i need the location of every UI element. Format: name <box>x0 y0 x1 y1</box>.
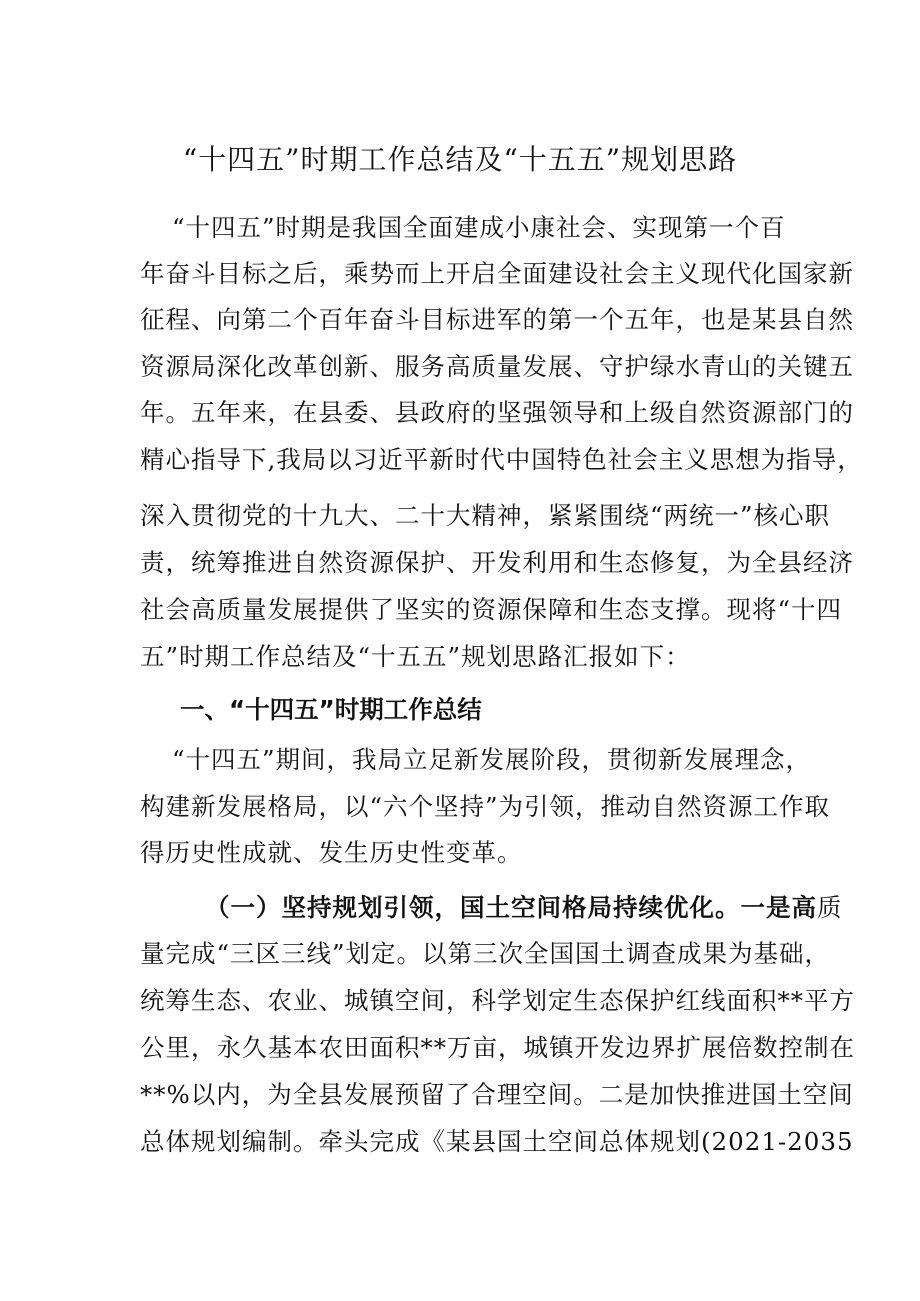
subsection-line: 总体规划编制。牵头完成《某县国土空间总体规划(2021-2035 <box>140 1127 854 1156</box>
document-title: “十四五”时期工作总结及“十五五”规划思路 <box>182 143 738 176</box>
subsection-first-line <box>205 888 843 928</box>
intro-line: 社会高质量发展提供了坚实的资源保障和生态支撑。现将“十四 <box>140 595 843 624</box>
subsection-line: 量完成“三区三线”划定。以第三次全国国土调查成果为基础， <box>140 939 831 968</box>
intro-line: 年奋斗目标之后，乘势而上开启全面建设社会主义现代化国家新 <box>140 259 854 288</box>
subsection-heading: （一）坚持规划引领，国土空间格局持续优化。一是高 <box>205 893 817 922</box>
section-line: 得历史性成就、发生历史性变革。 <box>140 838 523 867</box>
section-line: “十四五”期间，我局立足新发展阶段，贯彻新发展理念， <box>172 745 812 774</box>
subsection-line: **%以内，为全县发展预留了合理空间。二是加快推进国土空间 <box>140 1080 854 1109</box>
intro-line: 征程、向第二个百年奋斗目标进军的第一个五年，也是某县自然 <box>140 305 854 334</box>
subsection-line: 统筹生态、农业、城镇空间，科学划定生态保护红线面积**平方 <box>140 986 855 1015</box>
subsection-text: 质 <box>817 893 843 922</box>
intro-line: 责，统筹推进自然资源保护、开发利用和生态修复，为全县经济 <box>140 548 854 577</box>
intro-line: 五”时期工作总结及“十五五”规划思路汇报如下： <box>140 642 691 671</box>
intro-line: 年。五年来，在县委、县政府的坚强领导和上级自然资源部门的 <box>140 398 854 427</box>
intro-line: 精心指导下,我局以习近平新时代中国特色社会主义思想为指导， <box>140 445 863 474</box>
section-line: 构建新发展格局，以“六个坚持”为引领，推动自然资源工作取 <box>140 792 831 821</box>
intro-line: 资源局深化改革创新、服务高质量发展、守护绿水青山的关键五 <box>140 352 854 381</box>
section-heading: 一、“十四五”时期工作总结 <box>180 695 482 724</box>
subsection-line: 公里，永久基本农田面积**万亩，城镇开发边界扩展倍数控制在 <box>140 1033 855 1062</box>
intro-line: “十四五”时期是我国全面建成小康社会、实现第一个百 <box>172 213 786 242</box>
intro-line: 深入贯彻党的十九大、二十大精神，紧紧围绕“两统一”核心职 <box>140 501 831 530</box>
